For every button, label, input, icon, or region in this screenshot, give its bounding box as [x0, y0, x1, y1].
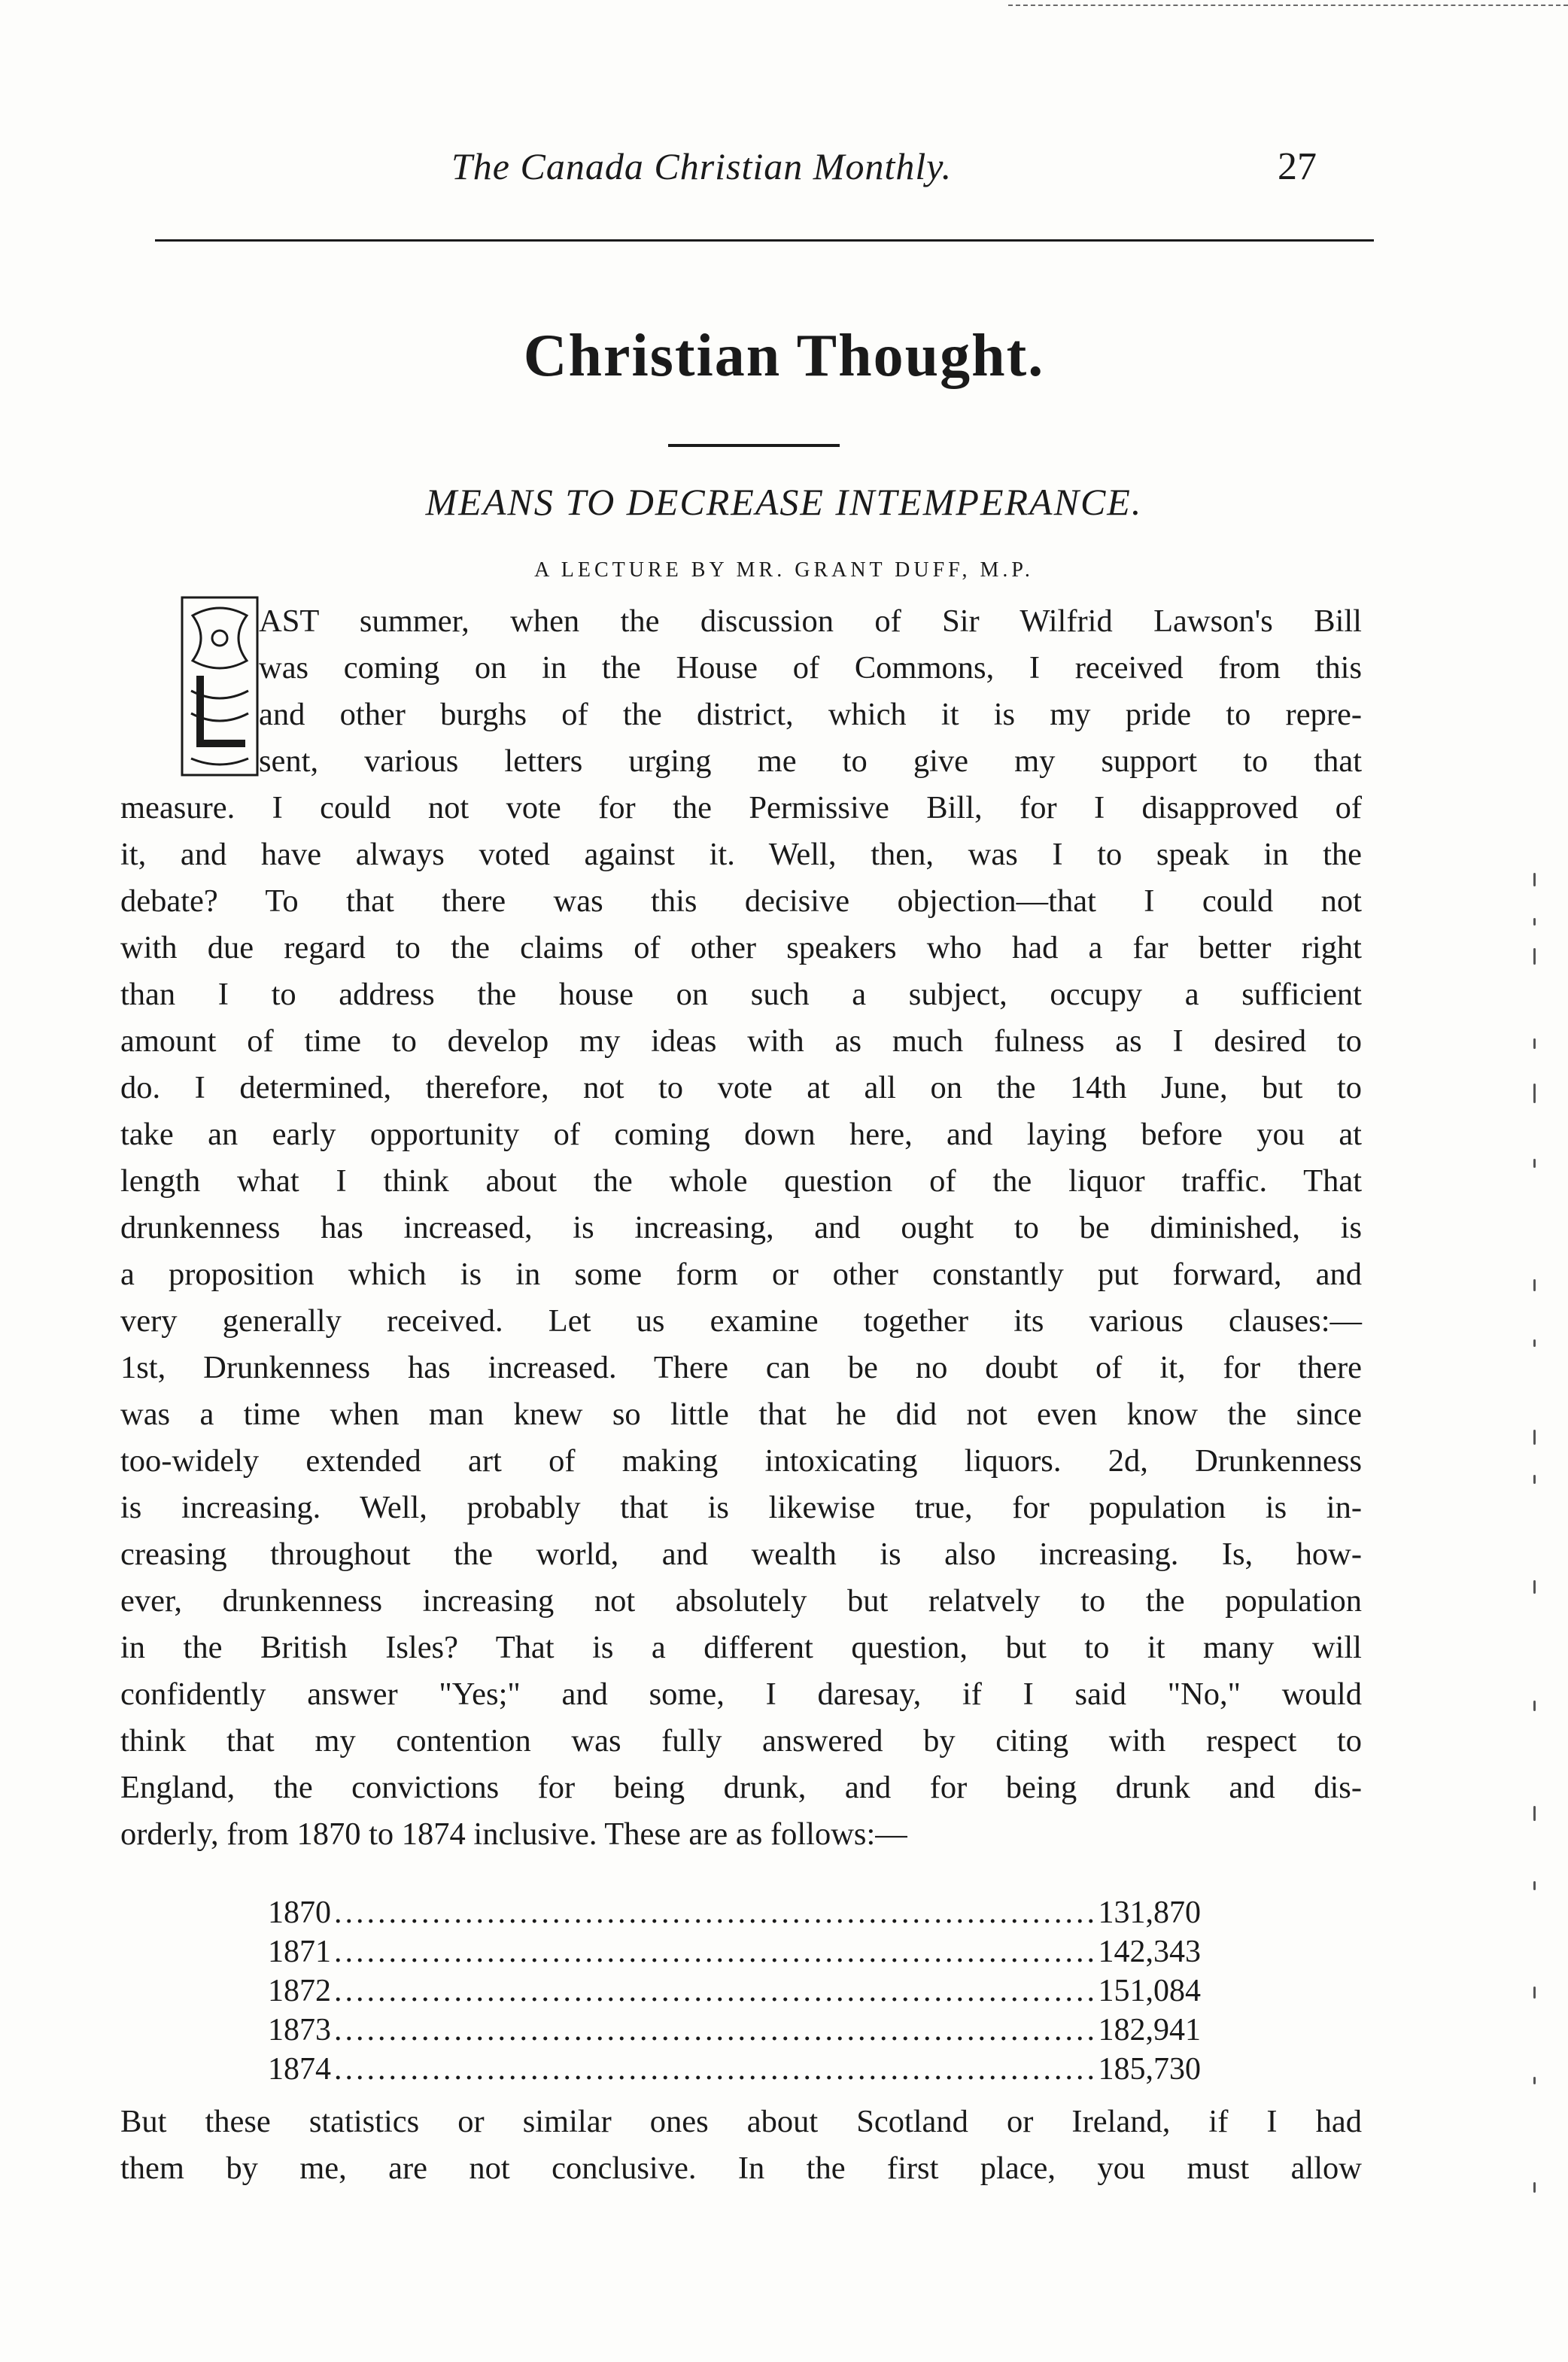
body-line: do. I determined, therefore, not to vote at all on the 14th June, but to	[120, 1070, 1362, 1105]
dot-leader	[334, 1893, 1095, 1932]
statistics-row	[268, 1932, 1201, 1971]
body-line: was coming on in the House of Commons, I received from this	[259, 650, 1362, 685]
body-line: take an early opportunity of coming down here, and laying before you at	[120, 1117, 1362, 1152]
body-line: amount of time to develop my ideas with as much fulness as I desired to	[120, 1023, 1362, 1059]
body-line: a proposition which is in some form or other constantly put forward, and	[120, 1257, 1362, 1292]
body-line: them by me, are not conclusive. In the first place, you must allow	[120, 2151, 1362, 2186]
body-line: and other burghs of the district, which it is my pride to repre-	[259, 697, 1362, 732]
statistics-year: 1874	[268, 2052, 331, 2087]
statistics-year: 1870	[268, 1895, 331, 1930]
body-line: is increasing. Well, probably that is likewise true, for population is in-	[120, 1490, 1362, 1525]
section-title: Christian Thought.	[523, 323, 1045, 389]
body-line: than I to address the house on such a subject, occupy a sufficient	[120, 977, 1362, 1012]
statistics-value: 131,870	[1098, 1895, 1201, 1930]
byline: A LECTURE BY MR. GRANT DUFF, M.P.	[534, 558, 1034, 582]
statistics-value: 185,730	[1098, 2052, 1201, 2087]
dot-leader	[334, 2011, 1095, 2050]
page-number: 27	[1278, 145, 1317, 188]
body-line: measure. I could not vote for the Permissive Bill, for I disapproved of	[120, 790, 1362, 825]
statistics-row	[268, 1893, 1201, 1932]
statistics-row	[268, 1971, 1201, 2011]
body-line: drunkenness has increased, is increasing, and ought to be diminished, is	[120, 1210, 1362, 1245]
conviction-statistics-table	[268, 1893, 1201, 2089]
statistics-value: 142,343	[1098, 1935, 1201, 1969]
body-line: 1st, Drunkenness has increased. There can be no doubt of it, for there	[120, 1350, 1362, 1385]
statistics-year: 1871	[268, 1935, 331, 1969]
statistics-row	[268, 2050, 1201, 2089]
body-line: it, and have always voted against it. Well, then, was I to speak in the	[120, 837, 1362, 872]
body-line: in the British Isles? That is a different question, but to it many will	[120, 1630, 1362, 1665]
statistics-value: 182,941	[1098, 2013, 1201, 2047]
statistics-year: 1873	[268, 2013, 331, 2047]
running-title: The Canada Christian Monthly.	[451, 145, 953, 187]
margin-scan-marks	[1533, 858, 1544, 2288]
dot-leader	[334, 1971, 1095, 2011]
body-line: ever, drunkenness increasing not absolutely but relatvely to the population	[120, 1583, 1362, 1619]
body-line: too-widely extended art of making intoxicating liquors. 2d, Drunkenness	[120, 1443, 1362, 1479]
body-line: very generally received. Let us examine together its various clauses:—	[120, 1303, 1362, 1339]
body-line: orderly, from 1870 to 1874 inclusive. These are as follows:—	[120, 1816, 907, 1852]
body-line: But these statistics or similar ones about Scotland or Ireland, if I had	[120, 2104, 1362, 2139]
statistics-year: 1872	[268, 1974, 331, 2008]
body-line: AST summer, when the discussion of Sir Wilfrid Lawson's Bill	[259, 603, 1362, 639]
body-line: England, the convictions for being drunk, and for being drunk and dis-	[120, 1770, 1362, 1805]
body-line: sent, various letters urging me to give my support to that	[259, 743, 1362, 779]
article-title: MEANS TO DECREASE INTEMPERANCE.	[425, 481, 1143, 523]
body-line: confidently answer "Yes;" and some, I daresay, if I said "No," would	[120, 1677, 1362, 1712]
body-line: debate? To that there was this decisive objection—that I could not	[120, 883, 1362, 919]
body-line: creasing throughout the world, and wealth is also increasing. Is, how-	[120, 1537, 1362, 1572]
body-line: was a time when man knew so little that he did not even know the since	[120, 1397, 1362, 1432]
body-line: length what I think about the whole question of the liquor traffic. That	[120, 1163, 1362, 1199]
statistics-row	[268, 2011, 1201, 2050]
body-line: think that my contention was fully answered by citing with respect to	[120, 1723, 1362, 1759]
dot-leader	[334, 1932, 1095, 1971]
body-line: with due regard to the claims of other speakers who had a far better right	[120, 930, 1362, 965]
dot-leader	[334, 2050, 1095, 2089]
statistics-value: 151,084	[1098, 1974, 1201, 2008]
